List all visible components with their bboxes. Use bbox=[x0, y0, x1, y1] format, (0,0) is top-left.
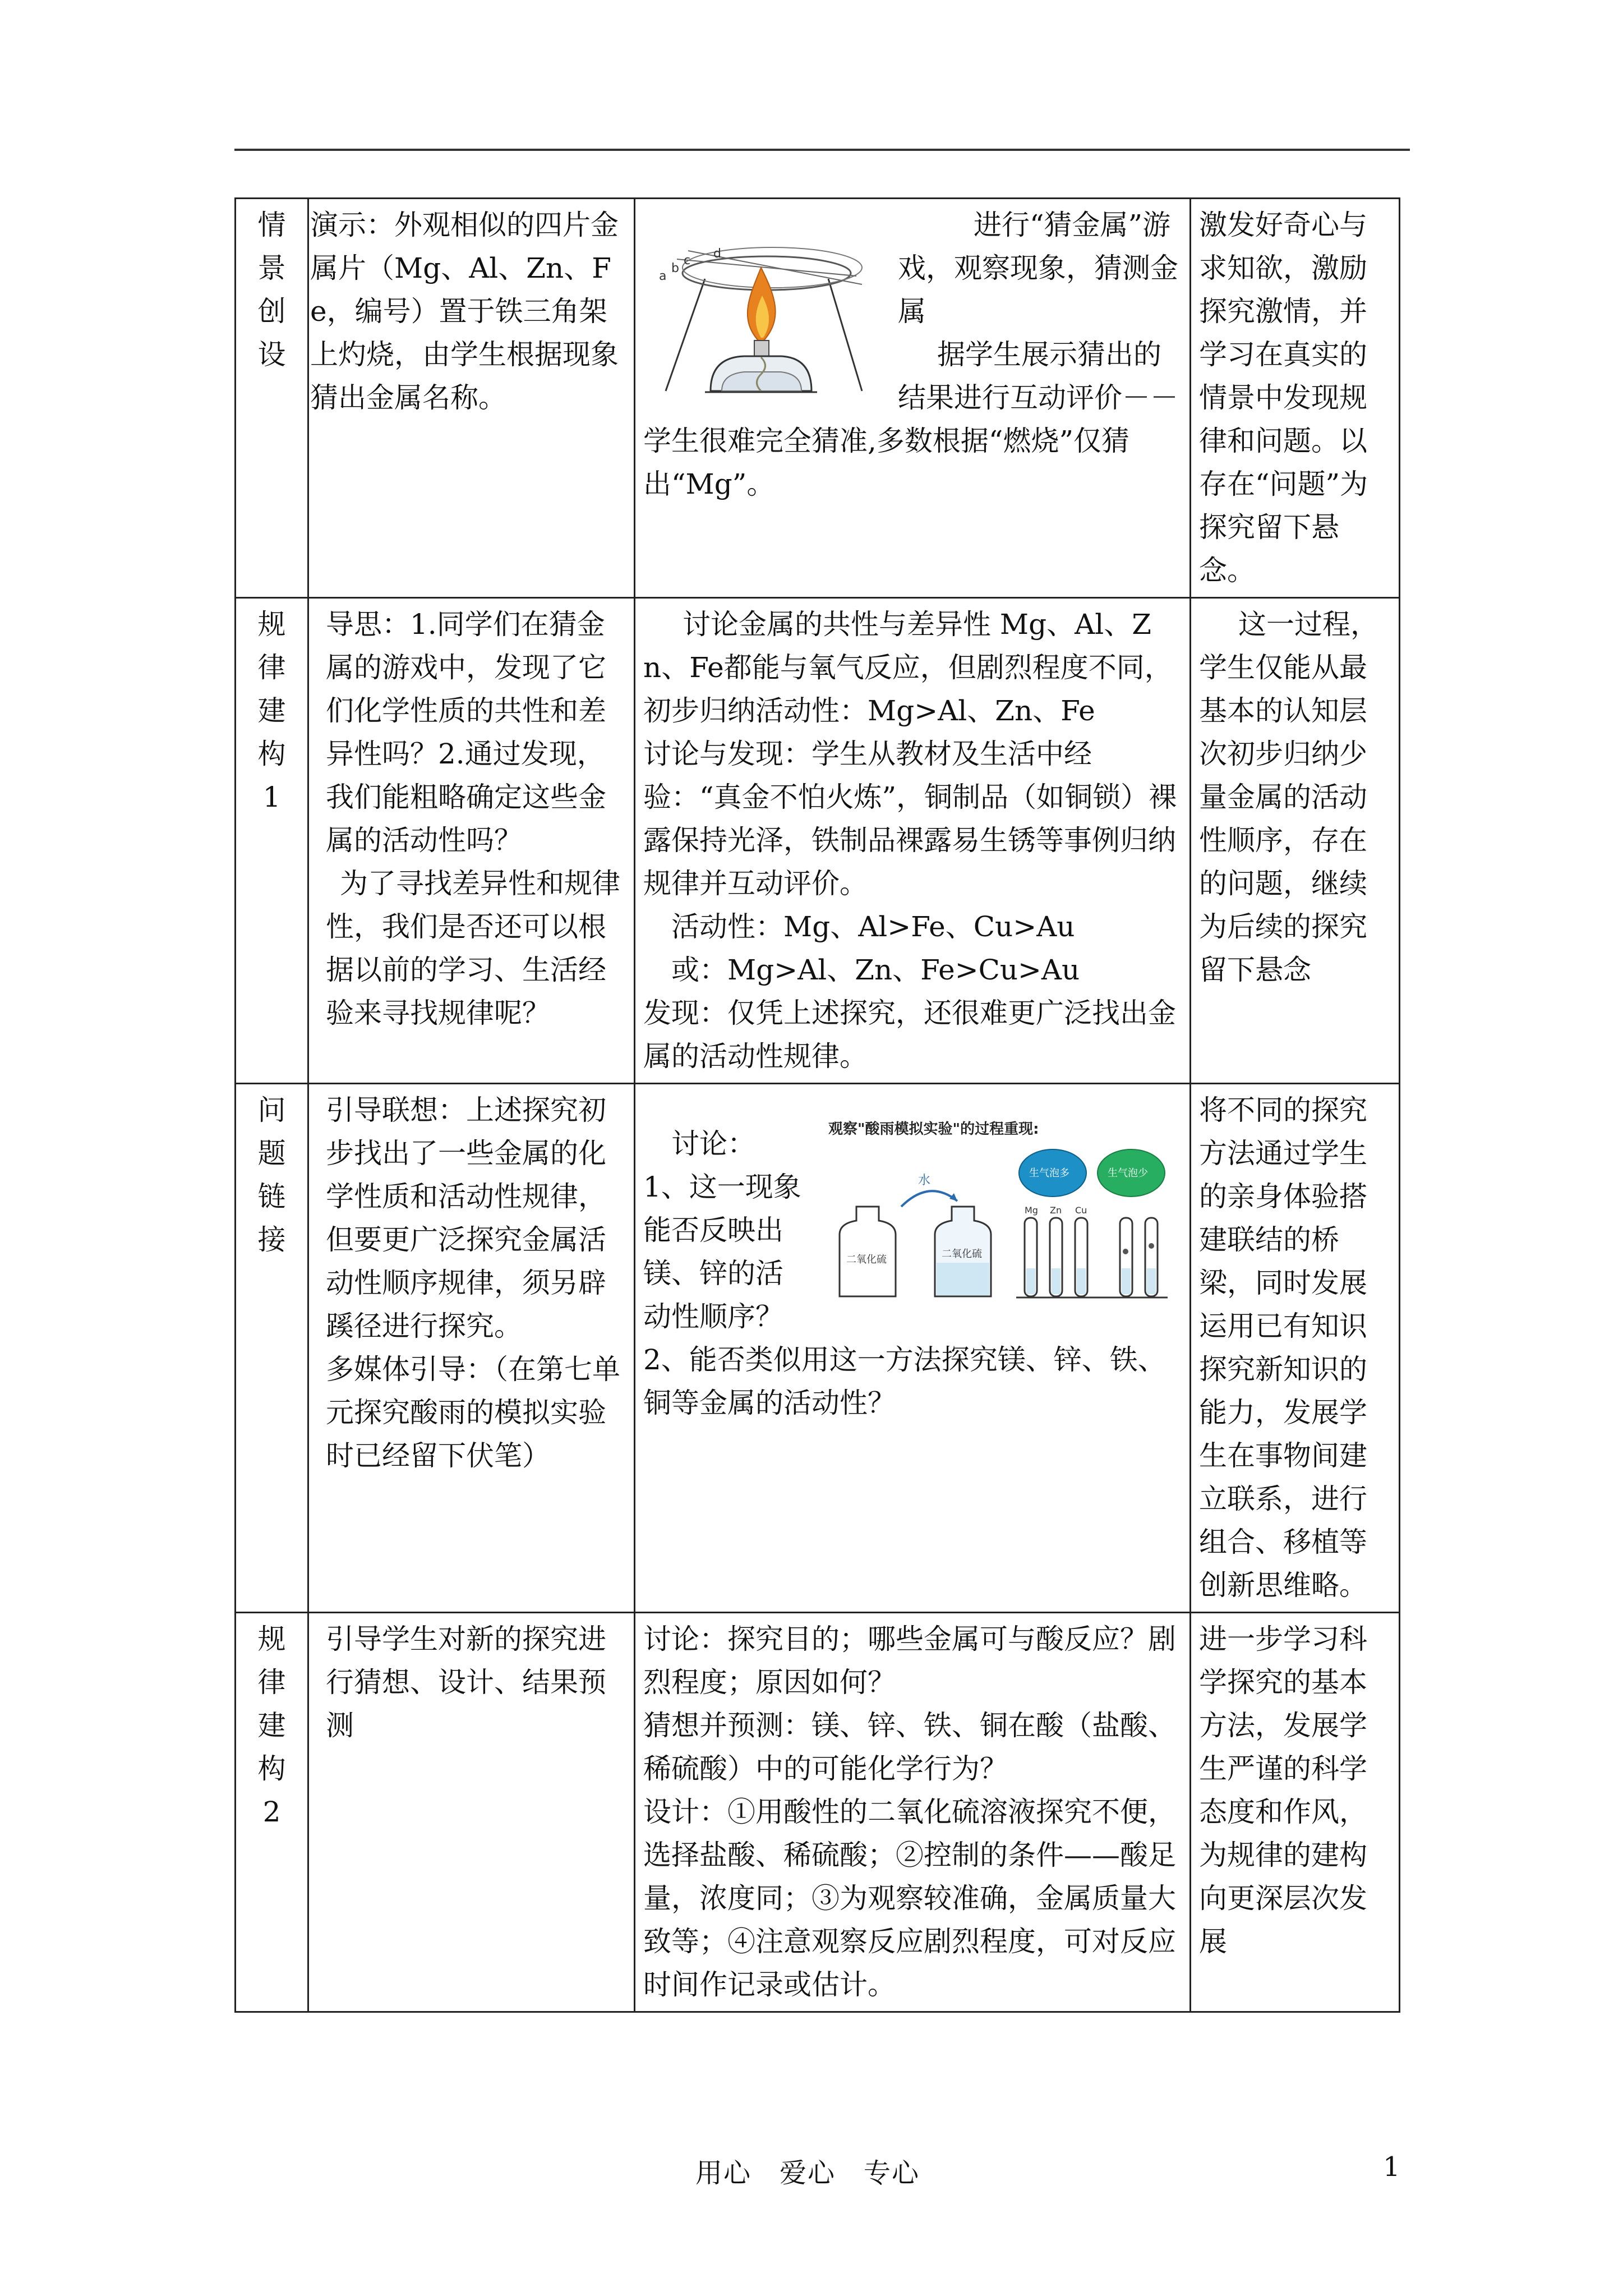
student-activity-cell bbox=[635, 1084, 1191, 1613]
water-label: 水 bbox=[918, 1174, 931, 1188]
row-title bbox=[236, 199, 308, 598]
tube-label: Zn bbox=[1050, 1205, 1062, 1216]
bubble-text: 生气泡少 bbox=[1108, 1167, 1148, 1179]
student-activity-text: 进行“猜金属”游戏，观察现象，猜测金属 bbox=[898, 209, 1178, 328]
tube-label: Mg bbox=[1025, 1205, 1038, 1216]
student-activity-text: 讨论金属的共性与差异性 Mg、Al、Zn、Fe都能与氧气反应，但剧烈程度不同，初步归纳活动性：Mg>Al、Zn、Fe bbox=[643, 608, 1173, 727]
title-char: 律 bbox=[257, 651, 286, 684]
student-activity-text: 讨论与发现：学生从教材及生活中经验：“真金不怕火炼”，铜制品（如铜锁）裸露保持光泽，铁制品裸露易生锈等事例归纳规律并互动评价。 bbox=[643, 738, 1177, 900]
alcohol-lamp-illustration bbox=[643, 206, 884, 408]
design-intent-text: 进一步学习科学探究的基本方法，发展学生严谨的科学态度和作风，为规律的建构向更深层次发展 bbox=[1199, 1623, 1367, 1958]
design-intent-text: 这一过程，学生仅能从最基本的认知层次初步归纳少量金属的活动性顺序，存在的问题，继续为后续的探究留下悬念 bbox=[1199, 608, 1378, 986]
title-char: 设 bbox=[257, 338, 286, 371]
metal-label: a bbox=[659, 269, 667, 283]
acid-rain-experiment-illustration bbox=[817, 1106, 1182, 1319]
student-activity-text: 设计：①用酸性的二氧化硫溶液探究不便，选择盐酸、稀硫酸；②控制的条件——酸足量，浓度同；③为观察较准确，金属质量大致等；④注意观察反应剧烈程度，可对反应时间作记录或估计。 bbox=[643, 1796, 1176, 2001]
title-char: 创 bbox=[257, 295, 286, 328]
bottle-label: 二氧化硫 bbox=[942, 1248, 982, 1260]
student-activity-text: 发现：仅凭上述探究，还很难更广泛找出金属的活动性规律。 bbox=[643, 997, 1176, 1073]
metal-label: d bbox=[713, 247, 721, 261]
student-activity-text: 2、能否类似用这一方法探究镁、锌、铁、铜等金属的活动性？ bbox=[643, 1343, 1166, 1419]
student-activity-text: 讨论：探究目的；哪些金属可与酸反应？剧烈程度；原因如何？ bbox=[643, 1623, 1176, 1699]
title-char: 2 bbox=[262, 1796, 281, 1828]
bubble-text: 生气泡多 bbox=[1029, 1167, 1069, 1179]
row-title bbox=[236, 1084, 308, 1613]
title-char: 规 bbox=[257, 1623, 286, 1655]
student-activity-text: 1、这一现象能否反映出镁、锌的活动性顺序？ bbox=[643, 1171, 801, 1333]
title-char: 规 bbox=[257, 608, 286, 641]
design-intent-cell bbox=[1191, 1084, 1400, 1613]
row-title bbox=[236, 1613, 308, 2012]
student-activity-text: 活动性：Mg、Al>Fe、Cu>Au bbox=[671, 910, 1075, 943]
title-char: 建 bbox=[257, 694, 286, 727]
table-row bbox=[236, 598, 1400, 1084]
table-row bbox=[236, 199, 1400, 598]
title-char: 景 bbox=[257, 252, 286, 284]
bottle-label: 二氧化硫 bbox=[846, 1254, 887, 1266]
teacher-activity-text: 演示：外观相似的四片金属片（Mg、Al、Zn、Fe，编号）置于铁三角架上灼烧，由学生根据现象猜出金属名称。 bbox=[310, 209, 619, 414]
title-char: 问 bbox=[257, 1094, 286, 1126]
row-title bbox=[236, 598, 308, 1084]
tube-label: Cu bbox=[1075, 1205, 1087, 1216]
design-intent-cell bbox=[1191, 1613, 1400, 2012]
design-intent-text: 激发好奇心与求知欲，激励探究激情，并学习在真实的情景中发现规律和问题。以存在“问题”为探究留下悬念。 bbox=[1199, 209, 1368, 587]
student-activity-text: 讨论： bbox=[671, 1128, 755, 1160]
title-char: 律 bbox=[257, 1666, 286, 1699]
header-rule bbox=[234, 149, 1410, 151]
table-row bbox=[236, 1084, 1400, 1613]
lesson-plan-table bbox=[234, 197, 1400, 2013]
metal-label: c bbox=[684, 254, 691, 268]
teacher-activity-text: 多媒体引导：（在第七单元探究酸雨的模拟实验时已经留下伏笔） bbox=[326, 1353, 620, 1472]
teacher-activity-text: 为了寻找差异性和规律性，我们是否还可以根据以前的学习、生活经验来寻找规律呢？ bbox=[326, 867, 620, 1029]
figure-caption: 观察"酸雨模拟实验"的过程重现: bbox=[828, 1121, 1039, 1138]
table-row bbox=[236, 1613, 1400, 2012]
title-char: 构 bbox=[257, 738, 286, 770]
title-char: 情 bbox=[257, 209, 286, 241]
student-activity-cell bbox=[635, 199, 1191, 598]
footer-motto: 用心 爱心 专心 bbox=[695, 2157, 920, 2189]
title-char: 接 bbox=[257, 1223, 286, 1256]
title-char: 题 bbox=[257, 1137, 286, 1170]
gas-bottle bbox=[840, 1207, 896, 1296]
title-char: 建 bbox=[257, 1709, 286, 1742]
teacher-activity-cell bbox=[308, 1613, 635, 2012]
student-activity-cell bbox=[635, 1613, 1191, 2012]
student-activity-text: 或：Mg>Al、Zn、Fe>Cu>Au bbox=[671, 954, 1080, 986]
title-char: 构 bbox=[257, 1752, 286, 1785]
teacher-activity-cell bbox=[308, 1084, 635, 1613]
test-tube-rack bbox=[1016, 1218, 1168, 1297]
title-char: 1 bbox=[262, 781, 281, 813]
design-intent-cell bbox=[1191, 199, 1400, 598]
teacher-activity-text: 引导学生对新的探究进行猜想、设计、结果预测 bbox=[326, 1623, 606, 1742]
student-activity-text: 猜想并预测：镁、锌、铁、铜在酸（盐酸、稀硫酸）中的可能化学行为？ bbox=[643, 1709, 1176, 1785]
design-intent-text: 将不同的探究方法通过学生的亲身体验搭建联结的桥梁，同时发展运用已有知识探究新知识的能力，发展学生在事物间建立联系，进行组合、移植等创新思维略。 bbox=[1199, 1094, 1367, 1602]
design-intent-cell bbox=[1191, 598, 1400, 1084]
page-number: 1 bbox=[1383, 2151, 1400, 2183]
teacher-activity-cell bbox=[308, 199, 635, 598]
teacher-activity-text: 导思：1.同学们在猜金属的游戏中，发现了它们化学性质的共性和差异性吗？2.通过发现，我们能粗略确定这些金属的活动性吗？ bbox=[326, 608, 606, 857]
student-activity-cell bbox=[635, 598, 1191, 1084]
metal-label: b bbox=[671, 261, 679, 275]
title-char: 链 bbox=[257, 1180, 286, 1213]
student-activity-text: 据学生展示猜出的结果进行互动评价－－学生很难完全猜准,多数根据“燃烧”仅猜出“Mg”。 bbox=[643, 338, 1178, 500]
teacher-activity-cell bbox=[308, 598, 635, 1084]
teacher-activity-text: 引导联想：上述探究初步找出了一些金属的化学性质和活动性规律，但要更广泛探究金属活动性顺序规律，须另辟蹊径进行探究。 bbox=[326, 1094, 606, 1342]
